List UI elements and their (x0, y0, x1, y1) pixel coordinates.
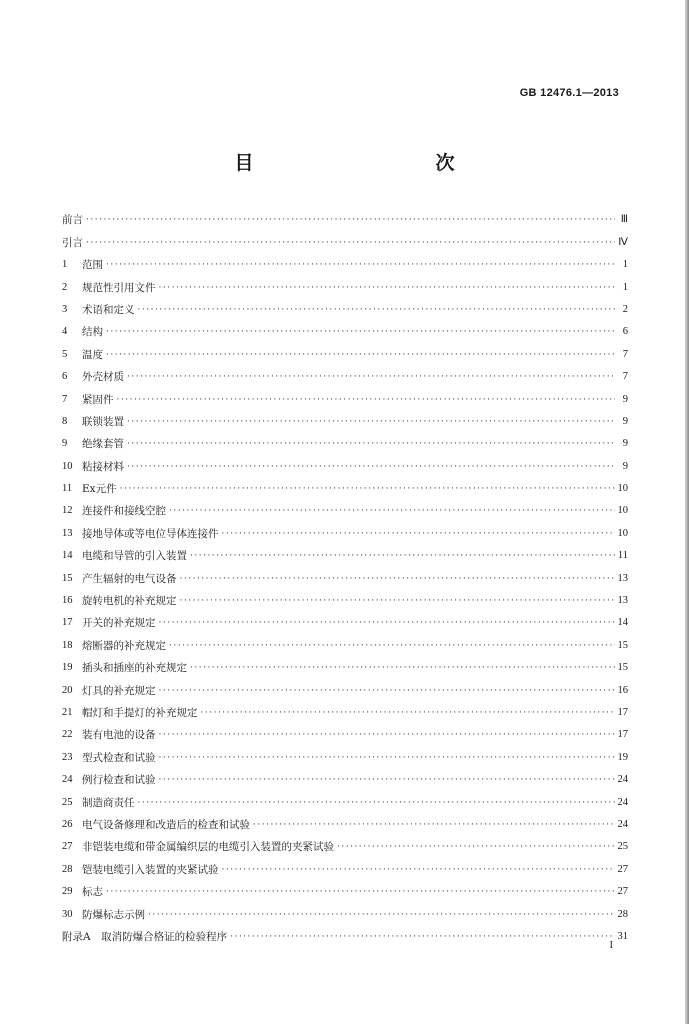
leader-dots (106, 325, 615, 339)
toc-entry-label: 联锁装置 (82, 415, 124, 428)
leader-dots (127, 437, 615, 451)
leader-dots (127, 370, 615, 384)
toc-entry-page: 1 (622, 281, 628, 293)
leader-dots (159, 751, 615, 765)
leader-dots (148, 908, 615, 922)
toc-entry-number: 1 (62, 259, 68, 271)
toc-entry[interactable] (62, 541, 628, 563)
toc-entry-number: 24 (62, 774, 73, 786)
toc-entry-label: 铠装电缆引入装置的夹紧试验 (82, 863, 219, 876)
leader-dots (169, 504, 615, 518)
toc-entry[interactable] (62, 451, 628, 473)
toc-entry[interactable] (62, 810, 628, 832)
leader-dots (138, 303, 616, 317)
toc-entry-page: 15 (617, 639, 628, 651)
toc-entry-label: 插头和插座的补充规定 (82, 662, 187, 675)
toc-entry-number: 5 (62, 348, 68, 360)
toc-entry-page: 2 (622, 303, 628, 315)
toc-entry-label: 粘接材料 (82, 460, 124, 473)
toc-entry-number: 8 (62, 415, 68, 427)
leader-dots (127, 460, 615, 474)
leader-dots (190, 661, 615, 675)
toc-entry-page: 24 (617, 774, 628, 786)
leader-dots (253, 818, 615, 832)
toc-entry-label: Ex元件 (82, 483, 117, 496)
toc-entry[interactable] (62, 720, 628, 742)
toc-entry-label: 防爆标志示例 (82, 908, 145, 921)
toc-entry-label: 制造商责任 (82, 796, 135, 809)
toc-entry[interactable] (62, 675, 628, 697)
toc-entry-page: 9 (622, 393, 628, 405)
toc-entry-page: 10 (617, 527, 628, 539)
toc-entry-label: 旋转电机的补充规定 (82, 595, 177, 608)
toc-entry-number: 25 (62, 796, 73, 808)
toc-entry-page: 10 (617, 483, 628, 495)
toc-entry-number: 15 (62, 572, 73, 584)
page-title: 目 次 (234, 152, 503, 174)
toc-entry-label: 电气设备修理和改造后的检查和试验 (82, 818, 250, 831)
toc-entry-number: 12 (62, 505, 73, 517)
leader-dots (201, 706, 615, 720)
toc-entry-label: 连接件和接线空腔 (82, 505, 166, 518)
toc-entry[interactable] (62, 608, 628, 630)
toc-entry-number: 4 (62, 326, 68, 338)
toc-entry[interactable] (62, 854, 628, 876)
toc-entry-page: 6 (622, 326, 628, 338)
toc-entry[interactable] (62, 250, 628, 272)
toc-entry[interactable] (62, 205, 628, 227)
leader-dots (180, 594, 615, 608)
toc-entry-page: 1 (622, 259, 628, 271)
toc-entry-number: 6 (62, 371, 68, 383)
toc-entry-label: 结构 (82, 326, 103, 339)
toc-entry[interactable] (62, 474, 628, 496)
toc-entry-page: 24 (617, 818, 628, 830)
toc-entry-page: 24 (617, 796, 628, 808)
toc-entry-page: 28 (617, 908, 628, 920)
toc-entry[interactable] (62, 832, 628, 854)
toc-entry-label: 熔断器的补充规定 (82, 639, 166, 652)
toc-entry[interactable] (62, 272, 628, 294)
toc-entry[interactable] (62, 317, 628, 339)
toc-entry-page: 9 (622, 460, 628, 472)
toc-entry[interactable] (62, 339, 628, 361)
toc-entry[interactable] (62, 496, 628, 518)
leader-dots (222, 863, 615, 877)
toc-entry[interactable] (62, 586, 628, 608)
toc-entry[interactable] (62, 407, 628, 429)
toc-entry[interactable] (62, 362, 628, 384)
toc-entry-number: 21 (62, 706, 73, 718)
toc-entry-number: 11 (62, 483, 73, 495)
toc-entry-number: 20 (62, 684, 73, 696)
toc-entry-number: 10 (62, 460, 73, 472)
toc-entry-number: 14 (62, 550, 73, 562)
leader-dots (222, 527, 615, 541)
leader-dots (169, 639, 615, 653)
leader-dots (106, 348, 615, 362)
toc-entry-label: 帽灯和手提灯的补充规定 (82, 706, 198, 719)
toc-entry-page: 16 (617, 684, 628, 696)
standard-code: GB 12476.1—2013 (519, 87, 619, 99)
toc-entry-page: 10 (617, 505, 628, 517)
toc-entry-label: 装有电池的设备 (82, 729, 156, 742)
toc-entry-number: 7 (62, 393, 68, 405)
toc-entry-page: 9 (622, 438, 628, 450)
toc-entry-page: 19 (617, 751, 628, 763)
toc-entry[interactable] (62, 742, 628, 764)
toc-entry-page: 27 (617, 863, 628, 875)
page-number: I (609, 940, 613, 951)
toc-entry[interactable] (62, 518, 628, 540)
leader-dots (159, 684, 615, 698)
toc-entry-label: 规范性引用文件 (82, 281, 156, 294)
toc-entry-number: 2 (62, 281, 68, 293)
toc-entry-page: 25 (617, 841, 628, 853)
leader-dots (190, 549, 615, 563)
toc-entry-page: 13 (617, 595, 628, 607)
toc-entry-label: 绝缘套管 (82, 438, 124, 451)
toc-entry[interactable] (62, 877, 628, 899)
toc-entry[interactable] (62, 787, 628, 809)
toc-entry-number: 30 (62, 908, 73, 920)
toc-entry[interactable] (62, 563, 628, 585)
toc-entry-page: Ⅳ (618, 236, 628, 248)
table-of-contents (62, 205, 628, 944)
leader-dots (86, 236, 615, 250)
leader-dots (117, 393, 616, 407)
toc-entry[interactable] (62, 922, 628, 944)
toc-entry-label: 范围 (82, 259, 103, 272)
leader-dots (106, 885, 615, 899)
toc-entry-label: 接地导体或等电位导体连接件 (82, 527, 219, 540)
toc-entry-number: 17 (62, 617, 73, 629)
toc-entry-label: 非铠装电缆和带金属编织层的电缆引入装置的夹紧试验 (82, 841, 334, 854)
toc-entry-page: 13 (617, 572, 628, 584)
toc-entry-label: 术语和定义 (82, 303, 135, 316)
toc-entry-page: 15 (617, 662, 628, 674)
toc-entry-label: 附录A 取消防爆合格证的检验程序 (62, 930, 228, 943)
leader-dots (230, 930, 614, 944)
leader-dots (138, 796, 615, 810)
toc-entry-label: 引言 (62, 236, 83, 249)
toc-entry[interactable] (62, 698, 628, 720)
toc-entry-page: 17 (617, 706, 628, 718)
toc-entry-number: 9 (62, 438, 68, 450)
toc-entry-number: 19 (62, 662, 73, 674)
toc-entry-page: 11 (617, 550, 628, 562)
toc-entry-label: 紧固件 (82, 393, 114, 406)
toc-entry[interactable] (62, 765, 628, 787)
leader-dots (127, 415, 615, 429)
toc-entry-label: 外壳材质 (82, 371, 124, 384)
toc-entry[interactable] (62, 227, 628, 249)
toc-entry-page: 7 (622, 371, 628, 383)
toc-entry-page: 7 (622, 348, 628, 360)
toc-entry-label: 温度 (82, 348, 103, 361)
toc-entry-label: 例行检查和试验 (82, 774, 156, 787)
toc-entry-number: 27 (62, 841, 73, 853)
toc-entry-label: 灯具的补充规定 (82, 684, 156, 697)
leader-dots (159, 616, 615, 630)
toc-entry-number: 28 (62, 863, 73, 875)
toc-entry-number: 13 (62, 527, 73, 539)
toc-entry[interactable] (62, 295, 628, 317)
leader-dots (180, 572, 615, 586)
toc-entry-label: 型式检查和试验 (82, 751, 156, 764)
toc-entry-number: 22 (62, 729, 73, 741)
toc-entry-label: 电缆和导管的引入装置 (82, 550, 187, 563)
toc-entry[interactable] (62, 429, 628, 451)
leader-dots (159, 773, 615, 787)
leader-dots (337, 840, 615, 854)
leader-dots (120, 482, 615, 496)
leader-dots (159, 281, 616, 295)
toc-entry-page: 27 (617, 886, 628, 898)
toc-entry[interactable] (62, 653, 628, 675)
toc-entry-label: 前言 (62, 214, 83, 227)
toc-entry-page: 9 (622, 415, 628, 427)
leader-dots (106, 258, 615, 272)
leader-dots (86, 213, 615, 227)
toc-entry-label: 标志 (82, 886, 103, 899)
toc-entry[interactable] (62, 630, 628, 652)
toc-entry[interactable] (62, 899, 628, 921)
toc-entry-number: 16 (62, 595, 73, 607)
toc-entry-page: 17 (617, 729, 628, 741)
leader-dots (159, 728, 615, 742)
toc-entry-number: 18 (62, 639, 73, 651)
toc-entry[interactable] (62, 384, 628, 406)
toc-entry-page: 14 (617, 617, 628, 629)
toc-entry-number: 26 (62, 818, 73, 830)
toc-entry-page: Ⅲ (620, 214, 628, 226)
toc-entry-label: 产生辐射的电气设备 (82, 572, 177, 585)
toc-entry-number: 29 (62, 886, 73, 898)
toc-entry-page: 31 (617, 930, 628, 942)
toc-entry-number: 3 (62, 303, 68, 315)
toc-entry-label: 开关的补充规定 (82, 617, 156, 630)
toc-entry-number: 23 (62, 751, 73, 763)
